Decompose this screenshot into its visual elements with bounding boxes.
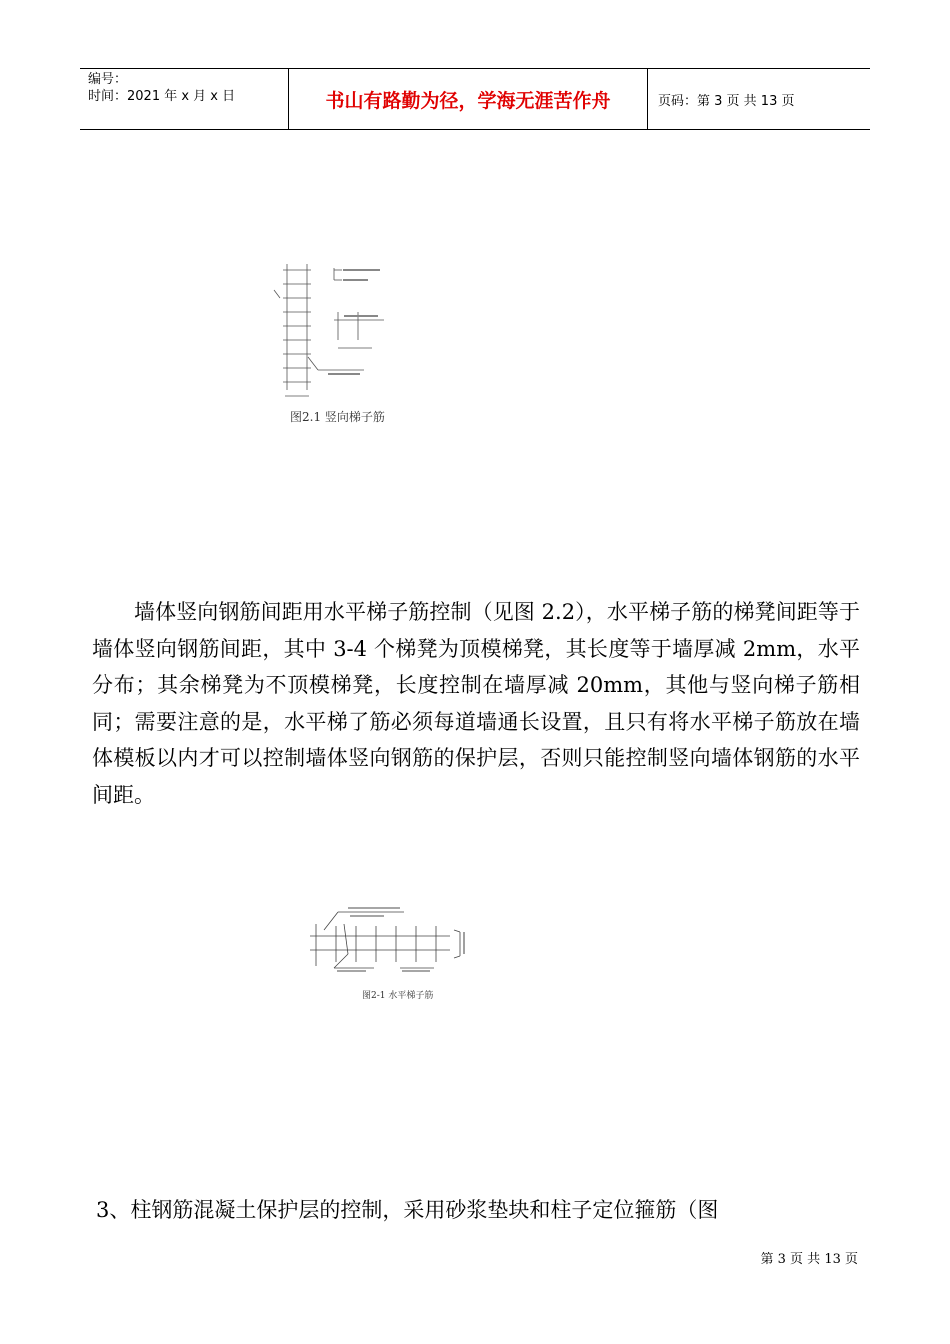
number-label: 编号：: [88, 72, 128, 87]
figure-vertical-ladder-bar: [268, 262, 398, 432]
time-label: 时间：2021 年 x 月 x 日: [88, 89, 236, 104]
figure-horizontal-ladder-bar: [304, 902, 474, 1002]
header-meta: [80, 69, 289, 129]
vertical-ladder-drawing: [268, 262, 398, 432]
header-page-number: 页码：第 3 页 共 13 页: [658, 93, 795, 109]
figure-caption: 图2.1 竖向梯子筋: [290, 410, 385, 424]
paragraph-horizontal-ladder: [92, 594, 860, 813]
figure-caption: 图2-1 水平梯子筋: [362, 991, 434, 1001]
horizontal-ladder-drawing: [304, 902, 474, 982]
header-motto: 书山有路勤为径，学海无涯苦作舟: [289, 69, 648, 129]
paragraph-text: 墙体竖向钢筋间距用水平梯子筋控制（见图 2.2），水平梯子筋的梯凳间距等于墙体竖向钢筋间距，其中 3-4 个梯凳为顶模梯凳，其长度等于墙厚减 2mm，水平分布；其余梯凳为不顶模梯凳，长度控制在墙厚减 20mm，其他与竖向梯子筋相同；需要注意的是，水平梯了筋必须每道墙通长设置，且只有将水平梯子筋放在墙体模板以内才可以控制墙体竖向钢筋的保护层，否则只能控制竖向墙体钢筋的水平间距。: [92, 600, 860, 807]
page-header: [80, 68, 870, 130]
paragraph-column-cover: 3、柱钢筋混凝土保护层的控制，采用砂浆垫块和柱子定位箍筋（图: [96, 1198, 719, 1222]
page-footer: 第 3 页 共 13 页: [760, 1252, 858, 1267]
